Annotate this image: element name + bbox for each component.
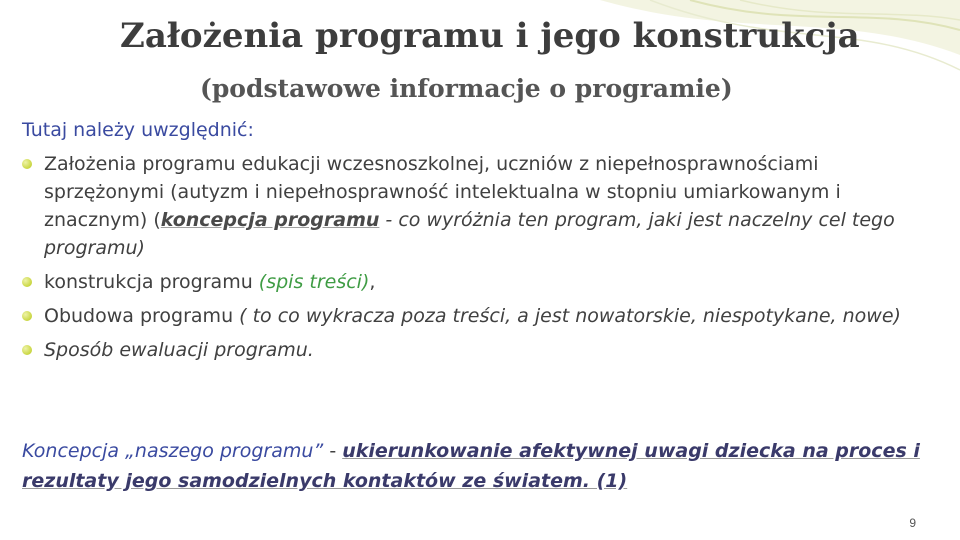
bullet-text-italic: - co wyróżnia ten program, jaki jest naczelny cel tego programu) bbox=[44, 209, 895, 259]
concept-statement bbox=[22, 436, 942, 496]
slide-subtitle: (podstawowe informacje o programie) bbox=[200, 74, 733, 103]
bullet-dot-icon bbox=[22, 277, 32, 287]
bullet-dot-icon bbox=[22, 311, 32, 321]
bullet-item bbox=[22, 268, 942, 296]
slide-body bbox=[22, 116, 942, 370]
page-number: 9 bbox=[909, 516, 916, 530]
concept-lead: Koncepcja „naszego programu” bbox=[22, 440, 324, 462]
concept-dash: - bbox=[323, 440, 343, 462]
bullet-emphasis: koncepcja programu bbox=[160, 209, 380, 231]
bullet-text: Obudowa programu bbox=[44, 305, 240, 327]
bullet-list bbox=[22, 150, 942, 364]
concept-emphasis: ukierunkowanie afektywnej uwagi dziecka na proces i rezultaty jego samodzielnych kontaktów ze światem. (1) bbox=[22, 440, 920, 492]
bullet-dot-icon bbox=[22, 345, 32, 355]
intro-text: Tutaj należy uwzględnić: bbox=[22, 119, 254, 141]
bullet-text-italic: ( to co wykracza poza treści, a jest nowatorskie, niespotykane, nowe) bbox=[239, 305, 901, 327]
bullet-item bbox=[22, 150, 942, 262]
bullet-text: konstrukcja programu bbox=[44, 271, 259, 293]
bullet-green-text: (spis treści) bbox=[258, 271, 370, 293]
bullet-dot-icon bbox=[22, 159, 32, 169]
bullet-item bbox=[22, 336, 942, 364]
bullet-text: , bbox=[369, 271, 376, 293]
bullet-item bbox=[22, 302, 942, 330]
bullet-text-italic: Sposób ewaluacji programu. bbox=[44, 339, 314, 361]
bullet-text: Założenia programu edukacji wczesnoszkolnej, uczniów z niepełnosprawnościami sprzężonymi (autyzm i niepełnosprawność intelektualna w stopniu umiarkowanym i znacznym) ( bbox=[44, 153, 841, 231]
slide-title: Założenia programu i jego konstrukcja bbox=[120, 16, 860, 56]
